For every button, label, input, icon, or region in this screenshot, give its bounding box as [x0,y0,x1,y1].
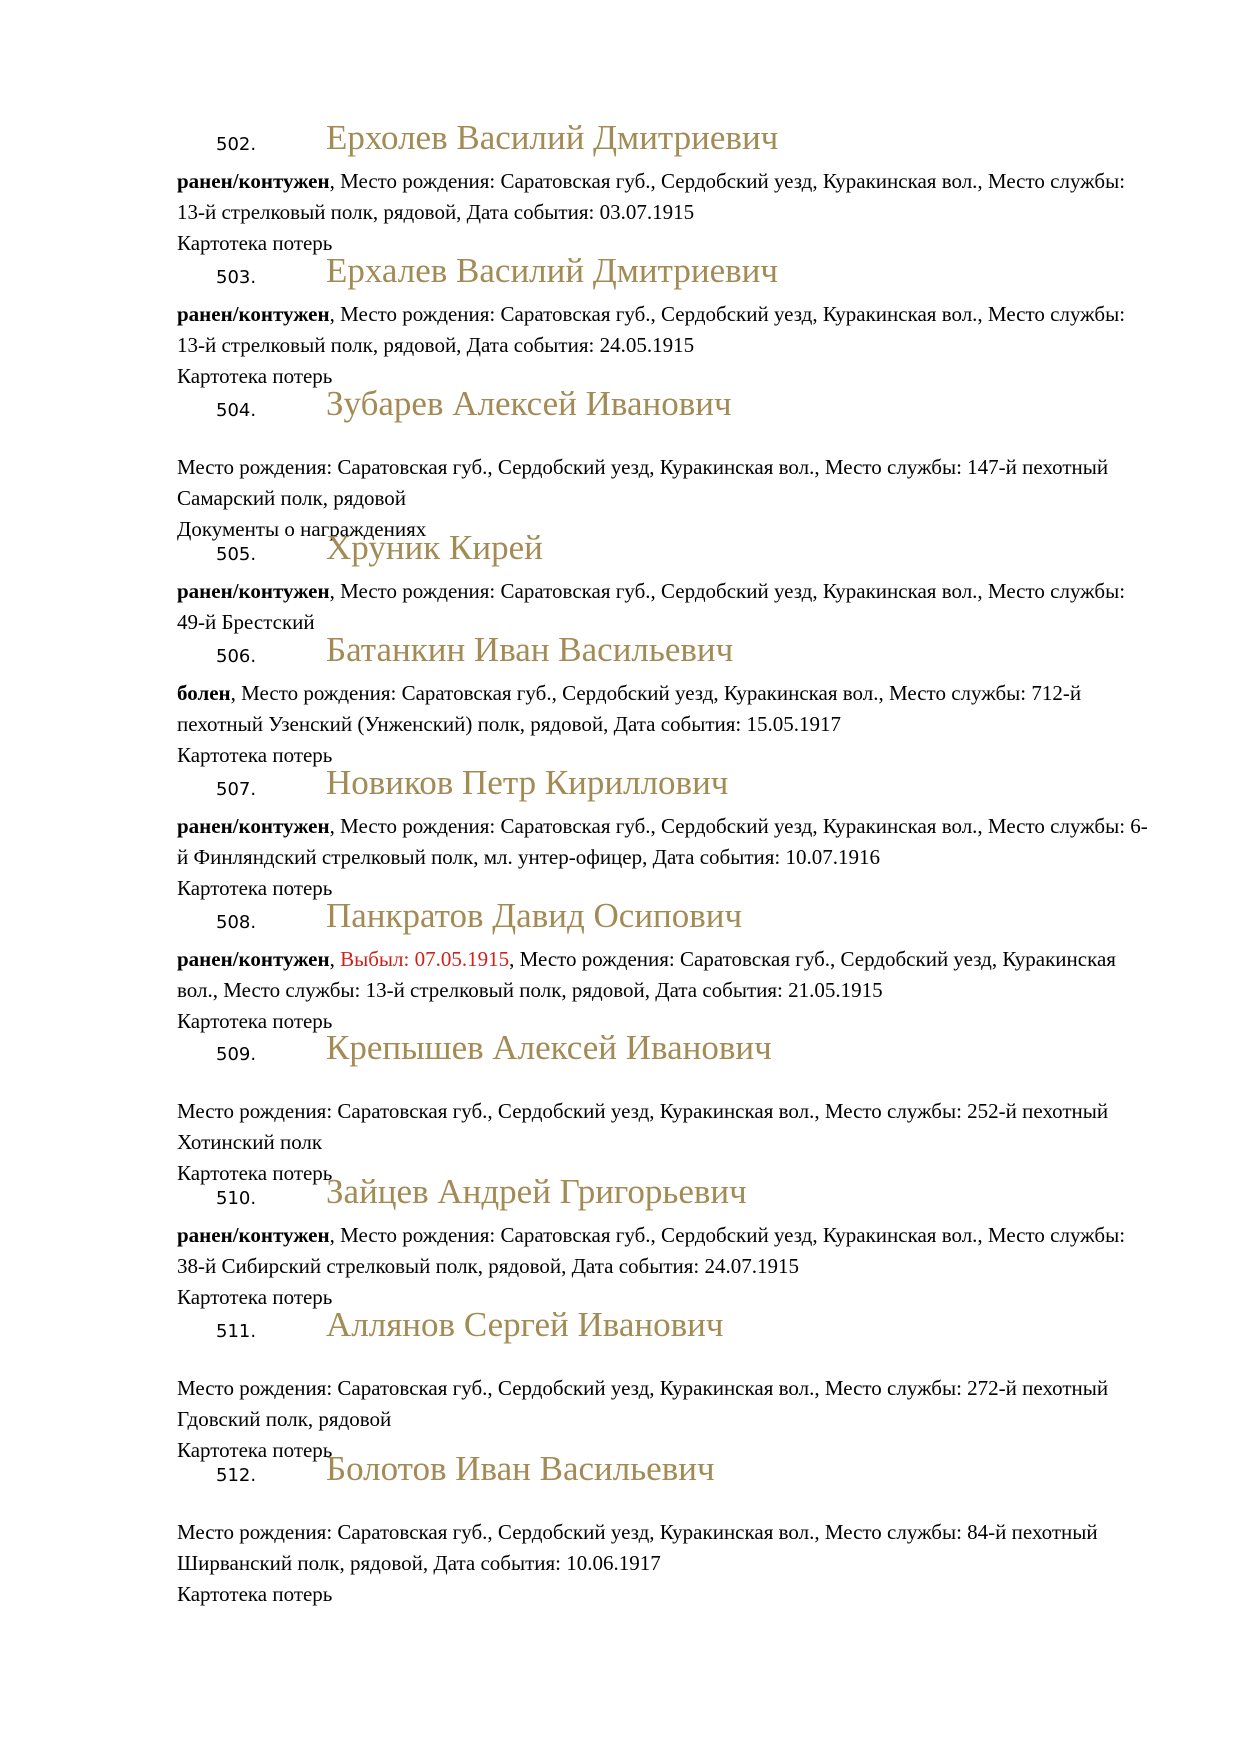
record-name: Батанкин Иван Васильевич [326,630,734,669]
record-entry [0,528,1241,638]
record-text: Место рождения: Саратовская губ., Сердобский уезд, Куракинская вол., Место службы: 147-й пехотный Самарский полк, рядовой [177,455,1109,510]
record-status: ранен/контужен [177,302,330,326]
record-text: , Место рождения: Саратовская губ., Сердобский уезд, Куракинская вол., Место службы: 13-й стрелковый полк, рядовой, Дата события: 24.05.1915 [177,302,1126,357]
record-text: , Место рождения: Саратовская губ., Сердобский уезд, Куракинская вол., Место службы: 13-й стрелковый полк, рядовой, Дата события: 03.07.1915 [177,169,1126,224]
record-number: 506. [216,646,257,667]
record-entry [0,1449,1241,1610]
record-number: 503. [216,267,257,288]
record-number: 504. [216,400,257,421]
record-source: Картотека потерь [177,364,333,388]
record-entry [0,1305,1241,1466]
record-status: ранен/контужен [177,169,330,193]
record-name: Крепышев Алексей Иванович [326,1028,772,1067]
record-source: Картотека потерь [177,1161,333,1185]
record-entry [0,251,1241,392]
record-entry [0,630,1241,771]
record-details [177,452,1157,514]
record-text: , Место рождения: Саратовская губ., Сердобский уезд, Куракинская вол., Место службы: 6-й Финляндский стрелковый полк, мл. унтер-офицер, Дата события: 10.07.1916 [177,814,1148,869]
record-source: Картотека потерь [177,743,333,767]
record-entry [0,384,1241,545]
record-details [177,678,1157,740]
record-source: Картотека потерь [177,1582,333,1606]
record-number: 508. [216,912,257,933]
record-details [177,299,1157,361]
record-text: , Место рождения: Саратовская губ., Сердобский уезд, Куракинская вол., Место службы: 712-й пехотный Узенский (Унженский) полк, рядовой, Дата события: 15.05.1917 [177,681,1082,736]
record-name: Болотов Иван Васильевич [326,1449,715,1488]
record-number: 511. [216,1321,257,1342]
record-details [177,811,1157,873]
record-number: 505. [216,544,257,565]
record-name: Зубарев Алексей Иванович [326,384,732,423]
record-name: Панкратов Давид Осипович [326,896,743,935]
record-source: Картотека потерь [177,1009,333,1033]
record-name: Новиков Петр Кириллович [326,763,729,802]
record-name: Ерхолев Василий Дмитриевич [326,118,779,157]
record-details [177,166,1157,228]
record-details [177,1220,1157,1282]
record-entry [0,1172,1241,1313]
record-number: 502. [216,134,257,155]
record-number: 510. [216,1188,257,1209]
record-details [177,1373,1157,1435]
record-number: 512. [216,1465,257,1486]
record-entry [0,1028,1241,1189]
record-details [177,576,1157,638]
record-number: 509. [216,1044,257,1065]
record-name: Ерхалев Василий Дмитриевич [326,251,778,290]
record-dropout: Выбыл: 07.05.1915 [340,947,510,971]
record-number: 507. [216,779,257,800]
record-text: Место рождения: Саратовская губ., Сердобский уезд, Куракинская вол., Место службы: 272-й пехотный Гдовский полк, рядовой [177,1376,1109,1431]
record-status: ранен/контужен [177,814,330,838]
record-text: Место рождения: Саратовская губ., Сердобский уезд, Куракинская вол., Место службы: 252-й пехотный Хотинский полк [177,1099,1109,1154]
record-text: Место рождения: Саратовская губ., Сердобский уезд, Куракинская вол., Место службы: 84-й пехотный Ширванский полк, рядовой, Дата события: 10.06.1917 [177,1520,1098,1575]
record-name: Аллянов Сергей Иванович [326,1305,724,1344]
record-status: ранен/контужен [177,1223,330,1247]
record-details: ранен/контужен, Выбыл: 07.05.1915, Место рождения: Саратовская губ., Сердобский уезд, Куракинская вол., Место службы: 13-й стрелковый полк, рядовой, Дата события: 21.05.1915 [177,947,1116,1002]
record-status: ранен/контужен [177,579,330,603]
record-source: Картотека потерь [177,876,333,900]
record-text: , Место рождения: Саратовская губ., Сердобский уезд, Куракинская вол., Место службы: 13-й стрелковый полк, рядовой, Дата события: 21.05.1915 [177,947,1116,1002]
record-details [177,1517,1157,1579]
record-source: Картотека потерь [177,231,333,255]
record-entry [0,118,1241,259]
record-name: Хруник Кирей [326,528,543,567]
record-status: ранен/контужен [177,947,330,971]
record-text: , Место рождения: Саратовская губ., Сердобский уезд, Куракинская вол., Место службы: 49-й Брестский [177,579,1126,634]
record-source: Документы о награждениях [177,517,427,541]
record-source: Картотека потерь [177,1285,333,1309]
record-status: болен [177,681,231,705]
record-entry [0,763,1241,904]
record-entry [0,896,1241,1037]
record-source: Картотека потерь [177,1438,333,1462]
record-details [177,1096,1157,1158]
record-text: , Место рождения: Саратовская губ., Сердобский уезд, Куракинская вол., Место службы: 38-й Сибирский стрелковый полк, рядовой, Дата события: 24.07.1915 [177,1223,1126,1278]
record-name: Зайцев Андрей Григорьевич [326,1172,747,1211]
